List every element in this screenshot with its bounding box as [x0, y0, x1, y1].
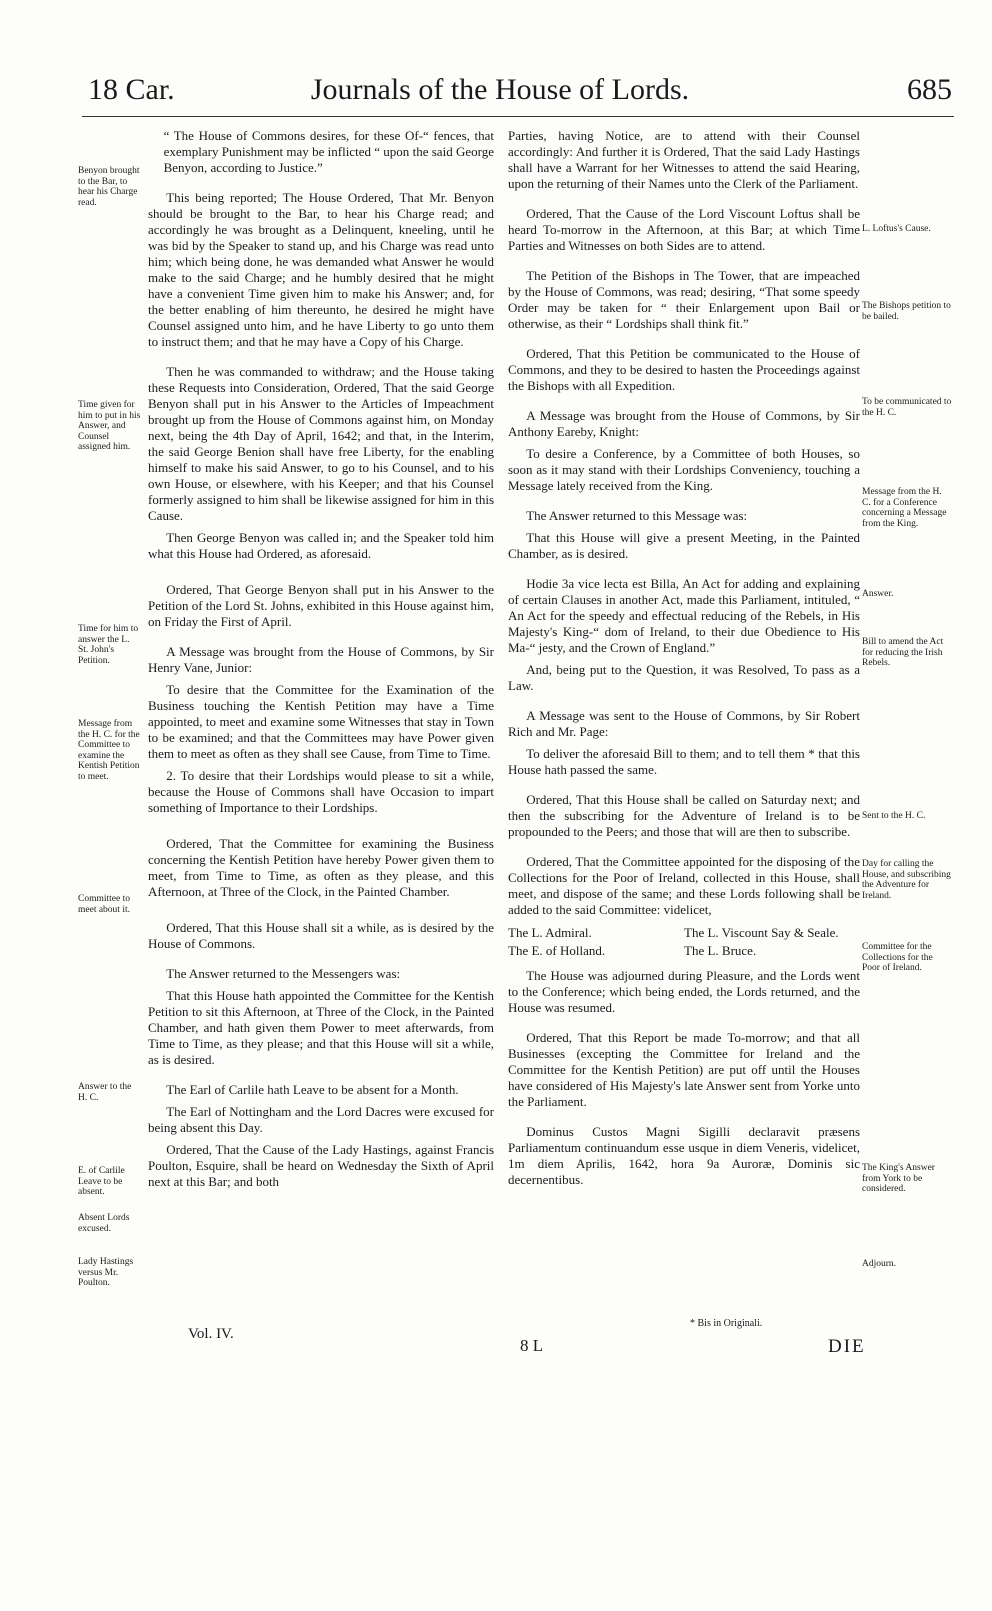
paragraph: Ordered, That the Cause of the Lord Viscount Loftus shall be heard To-morrow in the Afternoon, at this Bar; at which Time Parties and Witnesses on both Sides are to attend. — [508, 206, 860, 253]
paragraph: The Answer returned to this Message was: — [526, 508, 748, 523]
paragraph: This being reported; The House Ordered, That Mr. Benyon should be brought to the Bar, to hear his Charge read; and accordingly he was brought as a Delinquent, kneeling, until he was bid by the Speaker to stand up, and his Charge was read unto him; which being done, he was demanded what Answer he would make to the said Charge; and he humbly desired that he might have a convenient Time given him to make his Answer; and, for the better enabling of him thereunto, he desired he might have Counsel assigned unto him, and he have Liberty to go unto them to instruct them; and that he may have a Copy of his Charge. — [148, 190, 494, 349]
paragraph: Ordered, That this House shall sit a while, as is desired by the House of Commons. — [148, 920, 494, 951]
margin-note-left: Lady Hastings versus Mr. Poulton. — [78, 1257, 134, 1288]
paragraph: Ordered, That the Cause of the Lady Hastings, against Francis Poulton, Esquire, shall be heard on Wednesday the Sixth of April next at this Bar; and both — [148, 1142, 494, 1189]
paragraph: Ordered, That George Benyon shall put in his Answer to the Petition of the Lord St. Johns, exhibited in this House against him, on Friday the First of April. — [148, 582, 494, 629]
paragraph: That this House will give a present Meeting, in the Painted Chamber, as is desired. — [508, 530, 860, 561]
paragraph: A Message was brought from the House of Commons, by Sir Anthony Eareby, Knight: — [508, 408, 860, 439]
margin-note-left: Absent Lords excused. — [78, 1213, 130, 1234]
right-column — [508, 128, 860, 1194]
paragraph: To desire a Conference, by a Committee of both Houses, so soon as it may stand with their Lordships Conveniency, touching a Message lately received from the King. — [508, 446, 860, 493]
paragraph: The Earl of Carlile hath Leave to be absent for a Month. — [166, 1082, 459, 1097]
margin-note-left: Committee to meet about it. — [78, 894, 130, 915]
left-column — [148, 128, 494, 1196]
paragraph: Ordered, That this Petition be communicated to the House of Commons, and they to be desired to hasten the Proceedings against the Bishops with all Expedition. — [508, 346, 860, 393]
paragraph: A Message was brought from the House of Commons, by Sir Henry Vane, Junior: — [148, 644, 494, 675]
margin-note-right: Answer. — [862, 589, 894, 599]
margin-note-left: Benyon brought to the Bar, to hear his Charge read. — [78, 166, 140, 208]
lord-name: The L. Bruce. — [684, 943, 757, 958]
paragraph: Hodie 3a vice lecta est Billa, An Act for adding and explaining of certain Clauses in another Act, made this Parliament, intituled, “ An Act for the speedy and effectual reducing of the Rebels, in His Majesty's King-“ dom of Ireland, to their due Obedience to His Ma-“ jesty, and the Crown of England.” — [508, 576, 860, 655]
margin-note-right: Committee for the Collections for the Poor of Ireland. — [862, 942, 933, 973]
paragraph: To desire that the Committee for the Examination of the Business touching the Kentish Petition may have a Time appointed, to meet and examine some Witnesses that stay in Town to be examined; and that the Committees may have Power given them to meet as often as they shall see Cause, from Time to Time. — [148, 682, 494, 761]
lord-name: The E. of Holland. — [508, 943, 606, 958]
margin-note-left: Time given for him to put in his Answer, and Counsel assigned him. — [78, 400, 141, 452]
paragraph: “ The House of Commons desires, for these Of-“ fences, that exemplary Punishment may be inflicted “ upon the said George Benyon, according to Justice.” — [163, 128, 494, 175]
margin-note-right: Day for calling the House, and subscribing the Adventure for Ireland. — [862, 859, 951, 901]
paragraph: Ordered, That the Committee appointed for the disposing of the Collections for the Poor of Ireland, collected in this House, shall meet, and dispose of the same; and these Lords following shall be added to the said Committee: videlicet, — [508, 854, 860, 917]
paragraph: To deliver the aforesaid Bill to them; and to tell them * that this House hath passed the same. — [508, 746, 860, 777]
margin-note-right: Bill to amend the Act for reducing the Irish Rebels. — [862, 637, 944, 668]
margin-note-left: Answer to the H. C. — [78, 1082, 132, 1103]
footnote: * Bis in Originali. — [690, 1318, 763, 1329]
volume-label: Vol. IV. — [188, 1326, 234, 1342]
signature-mark: 8 L — [520, 1336, 544, 1355]
paragraph: That this House hath appointed the Committee for the Kentish Petition to sit this Afternoon, at Three of the Clock, in the Painted Chamber, and hath given them Power to meet afterwards, from Time to Time, as they please; and that this House will sit a while, as is desired. — [148, 988, 494, 1067]
margin-note-right: L. Loftus's Cause. — [862, 224, 931, 234]
lord-name: The L. Viscount Say & Seale. — [684, 925, 839, 940]
lord-name: The L. Admiral. — [508, 925, 592, 940]
header-title: Journals of the House of Lords. — [310, 73, 690, 106]
header-regnal-year: 18 Car. — [88, 73, 175, 106]
paragraph: Ordered, That this House shall be called on Saturday next; and then the subscribing for the Adventure of Ireland is to be propounded to the Peers; and those that will are then to subscribe. — [508, 792, 860, 839]
margin-note-right: Sent to the H. C. — [862, 811, 926, 821]
paragraph: Parties, having Notice, are to attend with their Counsel accordingly: And further it is Ordered, That the said Lady Hastings shall have a Warrant for her Witnesses to attend the said Hearing, upon the returning of their Names unto the Clerk of the Parliament. — [508, 128, 860, 191]
paragraph: Dominus Custos Magni Sigilli declaravit præsens Parliamentum continuandum esse usque in diem Veneris, videlicet, 1m diem Aprilis, 1642, hora 9a Auroræ, Dominis sic decernentibus. — [508, 1124, 860, 1187]
paragraph: The Answer returned to the Messengers was: — [166, 966, 401, 981]
paragraph: And, being put to the Question, it was Resolved, To pass as a Law. — [508, 662, 860, 693]
paragraph: Then he was commanded to withdraw; and the House taking these Requests into Consideration, Ordered, That the said George Benyon shall put in his Answer to the Articles of Impeachment brought up from the House of Commons against him, on Monday next, being the 4th Day of April, 1642; and that, in the Interim, the said George Benion shall have free Liberty, for the enabling himself to make his said Answer, to go to his Counsel, and to his own House, or elsewhere, with his Keeper; and that his Counsel formerly assigned to him shall be likewise assigned for him in this Cause. — [148, 364, 494, 523]
page-number: 685 — [907, 73, 952, 106]
paragraph: The Petition of the Bishops in The Tower, that are impeached by the House of Commons, was read; desiring, “That some speedy Order may be taken for “ their Enlargement upon Bail or otherwise, as their “ Lordships shall think fit.” — [508, 268, 860, 331]
margin-note-right: To be communicated to the H. C. — [862, 397, 952, 418]
margin-note-right: Message from the H. C. for a Conference concerning a Message from the King. — [862, 487, 947, 529]
paragraph: A Message was sent to the House of Commons, by Sir Robert Rich and Mr. Page: — [508, 708, 860, 739]
margin-note-left: E. of Carlile Leave to be absent. — [78, 1166, 125, 1197]
margin-note-left: Message from the H. C. for the Committee to examine the Kentish Petition to meet. — [78, 719, 140, 782]
paragraph: Ordered, That the Committee for examining the Business concerning the Kentish Petition have hereby Power given them to meet, from Time to Time, as often as they please, and this Afternoon, at Three of the Clock, in the Painted Chamber. — [148, 836, 494, 899]
committee-lords-list — [508, 924, 860, 960]
header-rule — [82, 116, 954, 117]
catchword: DIE — [828, 1336, 866, 1357]
margin-note-right: Adjourn. — [862, 1259, 897, 1269]
paragraph: The Earl of Nottingham and the Lord Dacres were excused for being absent this Day. — [148, 1104, 494, 1135]
margin-note-right: The Bishops petition to be bailed. — [862, 301, 951, 322]
paragraph: The House was adjourned during Pleasure, and the Lords went to the Conference; which being ended, the Lords returned, and the House was resumed. — [508, 968, 860, 1015]
paragraph: Ordered, That this Report be made To-morrow; and that all Businesses (excepting the Committee for Ireland and the Committee for the Kentish Petition) are put off until the Houses have considered of His Majesty's late Answer sent from Yorke unto the Parliament. — [508, 1030, 860, 1109]
margin-note-right: The King's Answer from York to be considered. — [862, 1163, 935, 1194]
margin-note-left: Time for him to answer the L. St. John's Petition. — [78, 624, 139, 666]
paragraph: 2. To desire that their Lordships would please to sit a while, because the House of Commons shall have Occasion to impart something of Importance to their Lordships. — [148, 768, 494, 815]
paragraph: Then George Benyon was called in; and the Speaker told him what this House had Ordered, as aforesaid. — [148, 530, 494, 561]
